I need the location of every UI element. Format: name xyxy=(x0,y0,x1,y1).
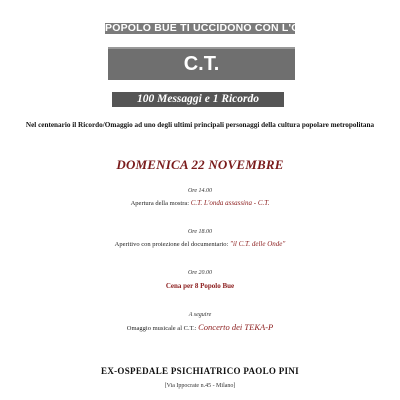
event-highlight-2: "il C.T. delle Onde" xyxy=(230,240,286,248)
event-line-2 xyxy=(0,240,400,248)
top-banner: POPOLO BUE TI UCCIDONO CON L'ONDA xyxy=(105,22,323,34)
subtitle-box: 100 Messaggi e 1 Ricordo xyxy=(112,92,284,107)
venue-name: EX-OSPEDALE PSICHIATRICO PAOLO PINI xyxy=(101,366,299,376)
event-time-3: Ore 20.00 xyxy=(187,270,213,276)
event-line-3: Cena per 8 Popolo Bue xyxy=(165,282,235,290)
event-time-1: Ore 14.00 xyxy=(187,188,213,194)
event-date: DOMENICA 22 NOVEMBRE xyxy=(116,157,284,172)
intro-text: Nel centenario il Ricordo/Omaggio ad uno degli ultimi principali personaggi della cultura popolare metropolitana xyxy=(25,121,375,129)
event-time-2: Ore 18.00 xyxy=(187,229,213,235)
venue-address: [Via Ippocrate n.45 - Milano] xyxy=(164,383,236,389)
event-prefix-4: Omaggio musicale al C.T.: xyxy=(126,325,199,332)
event-highlight-4: Concerto dei TEKA-P xyxy=(198,322,274,332)
event-highlight-1: C.T. L'onda assassina - C.T. xyxy=(190,199,270,207)
event-prefix-2: Aperitivo con proiezione del documentario: xyxy=(114,241,230,248)
event-line-4 xyxy=(0,322,400,332)
event-time-4: A seguire xyxy=(188,312,212,318)
event-line-1 xyxy=(0,199,400,207)
event-prefix-1: Apertura della mostra: xyxy=(130,200,191,207)
title-box: C.T. xyxy=(108,47,295,80)
